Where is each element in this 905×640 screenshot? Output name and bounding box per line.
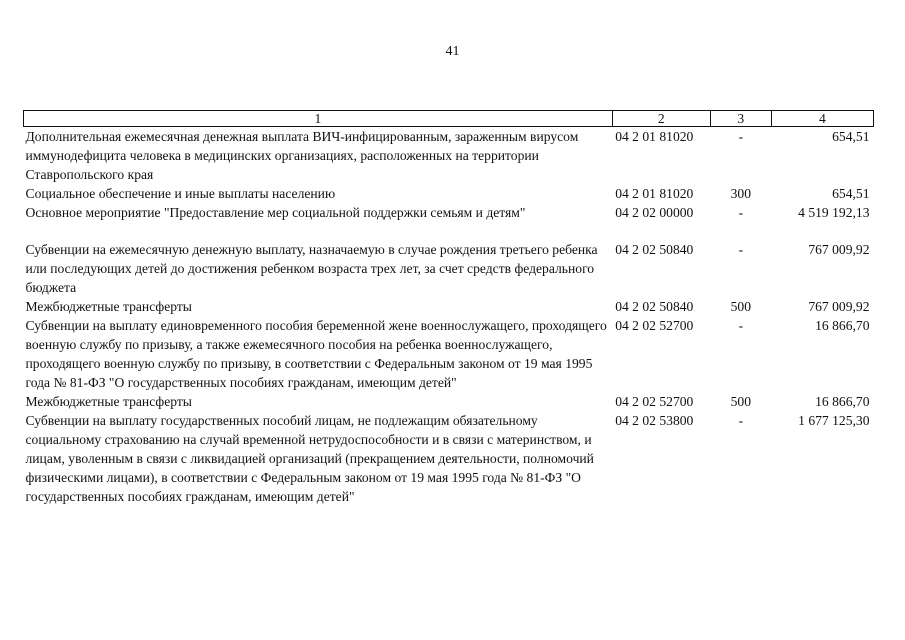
row-name: Межбюджетные трансферты: [25, 394, 192, 409]
row-type: 300: [730, 186, 752, 201]
table-row: [24, 392, 874, 411]
row-amount: 16 866,70: [815, 394, 870, 409]
spacer-cell: [24, 222, 874, 240]
row-name: Дополнительная ежемесячная денежная выплата ВИЧ-инфицированным, зараженным вирусом иммунодефицита человека в медицинских организациях, расположенных на территории Ставропольского края: [25, 129, 579, 182]
page-number: 41: [445, 44, 460, 59]
row-code: 04 2 02 52700: [615, 394, 694, 409]
row-amount: 767 009,92: [808, 299, 870, 314]
table-row: [24, 127, 874, 185]
row-type: -: [738, 205, 744, 220]
spacer-row: [24, 222, 874, 240]
row-amount: 1 677 125,30: [798, 413, 870, 428]
row-amount: 654,51: [832, 186, 870, 201]
row-amount: 4 519 192,13: [798, 205, 870, 220]
row-type: -: [738, 318, 744, 333]
row-name: Межбюджетные трансферты: [25, 299, 192, 314]
budget-table: [23, 110, 874, 506]
row-name: Социальное обеспечение и иные выплаты населению: [25, 186, 336, 201]
table-row: [24, 240, 874, 297]
row-code: 04 2 02 50840: [615, 242, 694, 257]
header-col-4: 4: [771, 111, 873, 127]
header-col-2: 2: [612, 111, 710, 127]
row-name: Субвенции на выплату государственных пособий лицам, не подлежащим обязательному социальному страхованию на случай временной нетрудоспособности и в связи с материнством, и лицам, уволенным в связи с ликвидацией организаций (прекращением деятельности, полномочий физическими лицами), в соответствии с Федеральным законом от 19 мая 1995 года № 81-ФЗ "О государственных пособиях гражданам, имеющим детей": [25, 413, 594, 504]
row-amount: 16 866,70: [815, 318, 870, 333]
row-type: 500: [730, 394, 752, 409]
row-code: 04 2 02 50840: [615, 299, 694, 314]
row-code: 04 2 01 81020: [615, 186, 694, 201]
header-col-3: 3: [710, 111, 771, 127]
row-code: 04 2 02 00000: [615, 205, 694, 220]
table-row: [24, 203, 874, 222]
table-row: [24, 411, 874, 506]
row-amount: 767 009,92: [808, 242, 870, 257]
row-type: -: [738, 242, 744, 257]
row-type: -: [738, 129, 744, 144]
row-code: 04 2 02 53800: [615, 413, 694, 428]
table-row: [24, 184, 874, 203]
table-row: [24, 297, 874, 316]
row-code: 04 2 01 81020: [615, 129, 694, 144]
row-code: 04 2 02 52700: [615, 318, 694, 333]
row-name: Субвенции на ежемесячную денежную выплату, назначаемую в случае рождения третьего ребенка или последующих детей до достижения ребенком возраста трех лет, за счет средств федерального бюджета: [25, 242, 598, 295]
row-type: -: [738, 413, 744, 428]
table-row: [24, 316, 874, 392]
row-name: Субвенции на выплату единовременного пособия беременной жене военнослужащего, проходящего военную службу по призыву, а также ежемесячного пособия на ребенка военнослужащего, проходящего военную службу по призыву, в соответствии с Федеральным законом от 19 мая 1995 года № 81-ФЗ "О государственных пособиях гражданам, имеющим детей": [25, 318, 607, 390]
table-header-row: [24, 111, 874, 127]
row-type: 500: [730, 299, 752, 314]
row-amount: 654,51: [832, 129, 870, 144]
header-col-1: 1: [24, 111, 613, 127]
row-name: Основное мероприятие "Предоставление мер социальной поддержки семьям и детям": [25, 205, 526, 220]
